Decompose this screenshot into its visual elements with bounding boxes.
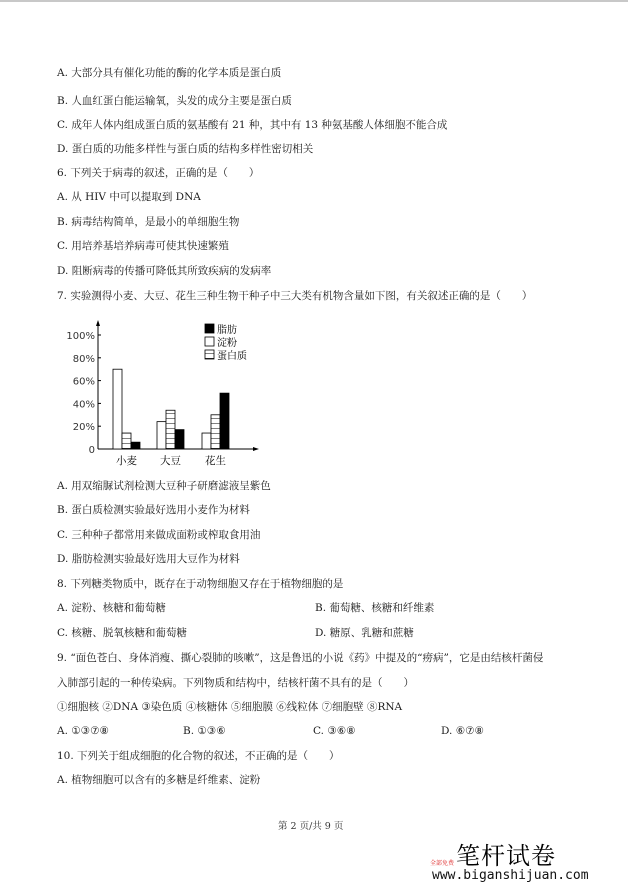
q5-option-c: C. 成年人体内组成蛋白质的氨基酸有 21 种，其中有 13 种氨基酸人体细胞不能合成 bbox=[57, 119, 448, 131]
watermark-title: 笔杆试卷 bbox=[456, 842, 556, 870]
q6-option-c: C. 用培养基培养病毒可使其快速繁殖 bbox=[57, 240, 229, 252]
watermark-badge: 全部免费 bbox=[430, 860, 455, 867]
bar-脂肪 bbox=[131, 442, 140, 449]
x-category-label: 大豆 bbox=[160, 455, 181, 467]
legend-label: 淀粉 bbox=[217, 338, 237, 349]
q7-stem: 7. 实验测得小麦、大豆、花生三种生物干种子中三大类有机物含量如下图，有关叙述正确的是（ ） bbox=[57, 290, 533, 302]
bar-蛋白质 bbox=[211, 415, 220, 449]
q5-option-d: D. 蛋白质的功能多样性与蛋白质的结构多样性密切相关 bbox=[57, 143, 314, 155]
y-tick-label: 0 bbox=[88, 445, 95, 456]
y-tick-label: 20% bbox=[72, 422, 95, 434]
legend-label: 蛋白质 bbox=[217, 351, 247, 362]
q9-stem-line1: 9. “面色苍白、身体消瘦、撕心裂肺的咳嗽”，这是鲁迅的小说《药》中提及的“痨病”，它是由结核杆菌侵 bbox=[57, 652, 544, 664]
x-category-label: 花生 bbox=[205, 455, 226, 467]
q7-option-a: A. 用双缩脲试剂检测大豆种子研磨滤液呈紫色 bbox=[57, 480, 271, 492]
y-tick-label: 40% bbox=[72, 399, 95, 411]
q8-option-b: B. 葡萄糖、核糖和纤维素 bbox=[315, 602, 435, 614]
q6-option-a: A. 从 HIV 中可以提取到 DNA bbox=[57, 191, 201, 203]
bar-蛋白质 bbox=[166, 410, 175, 449]
q9-option-d: D. ⑥⑦⑧ bbox=[441, 725, 484, 737]
q10-stem: 10. 下列关于组成细胞的化合物的叙述，不正确的是（ ） bbox=[57, 750, 340, 762]
page-top-border bbox=[0, 0, 628, 2]
q8-option-c: C. 核糖、脱氧核糖和葡萄糖 bbox=[57, 627, 187, 639]
q7-option-b: B. 蛋白质检测实验最好选用小麦作为材料 bbox=[57, 504, 250, 516]
watermark-url: www.biganshijuan.com bbox=[432, 868, 589, 883]
legend-label: 脂肪 bbox=[217, 325, 237, 336]
q5-option-a: A. 大部分具有催化功能的酶的化学本质是蛋白质 bbox=[57, 67, 282, 79]
watermark-logo bbox=[430, 836, 600, 888]
bar-淀粉 bbox=[113, 369, 122, 449]
q5-option-b: B. 人血红蛋白能运输氧，头发的成分主要是蛋白质 bbox=[57, 95, 292, 107]
q7-option-d: D. 脂肪检测实验最好选用大豆作为材料 bbox=[57, 553, 240, 565]
y-tick-label: 80% bbox=[72, 353, 95, 365]
q10-option-a: A. 植物细胞可以含有的多糖是纤维素、淀粉 bbox=[57, 774, 261, 786]
q9-option-a: A. ①③⑦⑧ bbox=[57, 725, 109, 737]
y-tick-label: 60% bbox=[72, 376, 95, 388]
x-category-label: 小麦 bbox=[116, 455, 137, 467]
q9-option-b: B. ①③⑥ bbox=[183, 725, 226, 737]
seed-composition-bar-chart bbox=[55, 318, 295, 468]
q6-option-b: B. 病毒结构简单，是最小的单细胞生物 bbox=[57, 216, 240, 228]
q8-option-d: D. 糖原、乳糖和蔗糖 bbox=[315, 627, 414, 639]
bar-淀粉 bbox=[202, 433, 211, 449]
y-tick-label: 100% bbox=[66, 331, 95, 342]
bar-脂肪 bbox=[175, 430, 184, 449]
page-number-footer: 第 2 页/共 9 页 bbox=[278, 821, 344, 832]
q9-option-c: C. ③⑥⑧ bbox=[313, 725, 356, 737]
bar-脂肪 bbox=[220, 393, 229, 449]
q6-stem: 6. 下列关于病毒的叙述，正确的是（ ） bbox=[57, 167, 260, 179]
q9-stem-line2: 入肺部引起的一种传染病。下列物质和结构中，结核杆菌不具有的是（ ） bbox=[57, 677, 414, 689]
bar-淀粉 bbox=[157, 422, 166, 449]
q7-option-c: C. 三种种子都常用来做成面粉或榨取食用油 bbox=[57, 529, 261, 541]
q8-stem: 8. 下列糖类物质中，既存在于动物细胞又存在于植物细胞的是 bbox=[57, 578, 344, 590]
q8-option-a: A. 淀粉、核糖和葡萄糖 bbox=[57, 602, 166, 614]
q9-items: ①细胞核 ②DNA ③染色质 ④核糖体 ⑤细胞膜 ⑥线粒体 ⑦细胞壁 ⑧RNA bbox=[57, 701, 403, 713]
q6-option-d: D. 阻断病毒的传播可降低其所致疾病的发病率 bbox=[57, 265, 272, 277]
bar-蛋白质 bbox=[122, 433, 131, 449]
